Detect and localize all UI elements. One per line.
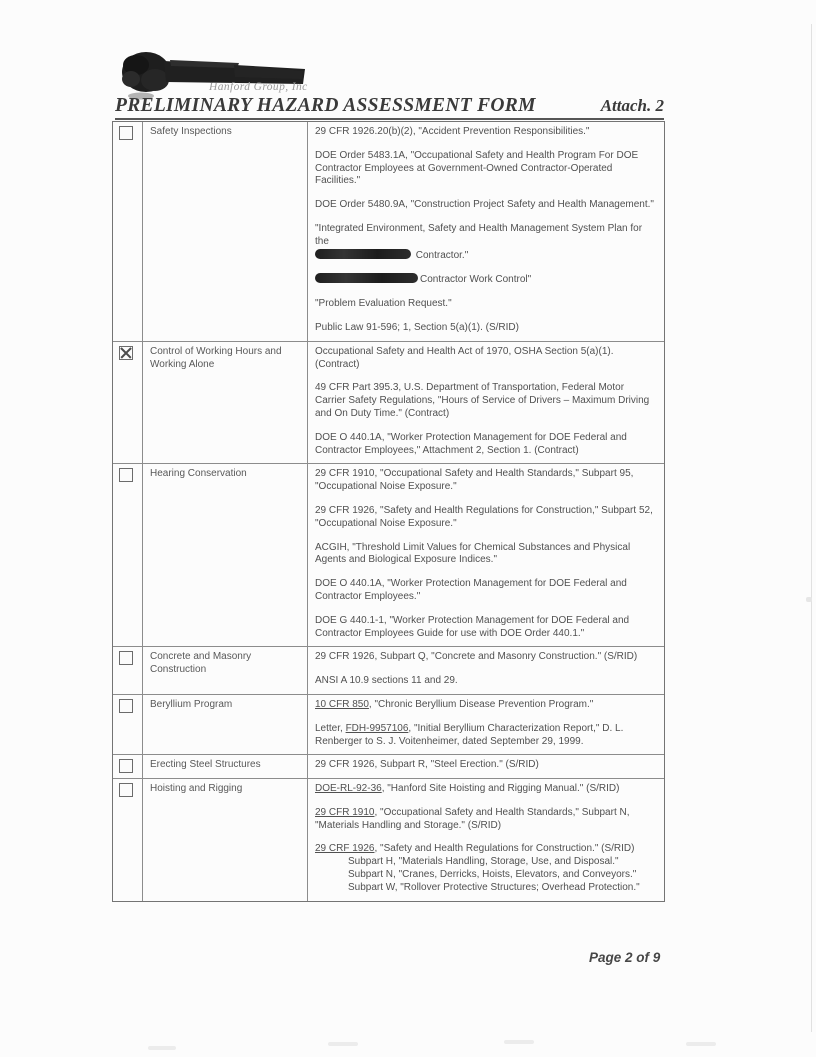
category-label: Hoisting and Rigging	[150, 783, 243, 795]
citation: 29 CFR 1910, "Occupational Safety and Health Standards," Subpart N, "Materials Handling and Storage." (S/RID)	[315, 806, 630, 831]
citation: DOE Order 5483.1A, "Occupational Safety and Health Program For DOE Contractor Employees at Government-Owned Contractor-Operated Facilities."	[315, 149, 639, 187]
citations-cell	[308, 755, 664, 778]
category-cell	[143, 122, 308, 341]
page-title: PRELIMINARY HAZARD ASSESSMENT FORM	[115, 95, 536, 116]
scan-mark	[806, 597, 812, 602]
table-row	[113, 695, 664, 755]
scan-smudge	[148, 1046, 176, 1050]
checkbox-unchecked[interactable]	[119, 468, 133, 482]
checkbox-unchecked[interactable]	[119, 699, 133, 713]
citations-cell	[308, 464, 664, 646]
attachment-label: Attach. 2	[600, 96, 664, 115]
table-row	[113, 464, 664, 647]
citation: Letter, FDH-9957106, "Initial Beryllium Characterization Report," D. L. Renberger to S. J. Voitenheimer, dated September 29, 1999.	[315, 722, 624, 747]
checkbox-cell	[113, 122, 143, 341]
citation: DOE O 440.1A, "Worker Protection Management for DOE Federal and Contractor Employees," Attachment 2, Section 1. (Contract)	[315, 431, 627, 456]
category-label: Beryllium Program	[150, 698, 233, 710]
category-cell	[143, 464, 308, 646]
checkbox-checked[interactable]	[119, 346, 133, 360]
checkbox-unchecked[interactable]	[119, 783, 133, 797]
citation: 29 CFR 1910, "Occupational Safety and Health Standards," Subpart 95, "Occupational Noise Exposure."	[315, 468, 634, 493]
scan-edge-artifact	[811, 24, 812, 1032]
category-cell	[143, 647, 308, 694]
table-row	[113, 647, 664, 695]
category-cell	[143, 755, 308, 778]
citations-cell	[308, 647, 664, 694]
category-label: Concrete and Masonry Construction	[150, 651, 252, 676]
page-number: Page 2 of 9	[589, 950, 661, 965]
citation: 29 CFR 1926, Subpart R, "Steel Erection." (S/RID)	[315, 759, 539, 771]
category-cell	[143, 342, 308, 464]
citation: Public Law 91-596; 1, Section 5(a)(1). (S/RID)	[315, 321, 519, 333]
category-label: Safety Inspections	[150, 126, 232, 137]
table-row	[113, 755, 664, 779]
citation: 29 CFR 1926.20(b)(2), "Accident Prevention Responsibilities."	[315, 126, 590, 137]
table-row	[113, 342, 664, 465]
redaction-scribble-icon	[114, 46, 319, 102]
citation: 10 CFR 850, "Chronic Beryllium Disease Prevention Program."	[315, 698, 594, 710]
citation: DOE O 440.1A, "Worker Protection Management for DOE Federal and Contractor Employees."	[315, 578, 627, 602]
citation: DOE Order 5480.9A, "Construction Project Safety and Health Management."	[315, 199, 654, 211]
checkbox-cell	[113, 647, 143, 694]
citation: ANSI A 10.9 sections 11 and 29.	[315, 675, 458, 687]
redacted-logo	[114, 46, 319, 102]
assessment-table	[112, 121, 665, 902]
redaction-mark	[315, 249, 411, 259]
redaction-mark	[315, 273, 418, 283]
category-cell	[143, 779, 308, 901]
scan-smudge	[504, 1040, 534, 1044]
checkbox-cell	[113, 779, 143, 901]
citation: 29 CFR 1926, Subpart Q, "Concrete and Masonry Construction." (S/RID)	[315, 651, 638, 663]
category-label: Control of Working Hours and Working Alone	[150, 345, 282, 370]
table-row	[113, 122, 664, 342]
citations-cell	[308, 779, 664, 901]
checkbox-unchecked[interactable]	[119, 651, 133, 665]
checkbox-unchecked[interactable]	[119, 126, 133, 140]
scan-smudge	[686, 1042, 716, 1046]
citation: 29 CRF 1926, "Safety and Health Regulations for Construction." (S/RID) Subpart H, "Materials Handling, Storage, Use, and Disposal." Subpart N, "Cranes, Derricks, Hoists, Elevators, and Conveyors." Subpart W, "Rollover Protective Structures; Overhead Protection."	[315, 843, 640, 893]
checkbox-unchecked[interactable]	[119, 759, 133, 773]
table-row	[113, 779, 664, 901]
checkbox-cell	[113, 464, 143, 646]
category-label: Hearing Conservation	[150, 468, 247, 480]
citation: ACGIH, "Threshold Limit Values for Chemical Substances and Physical Agents and Biological Exposure Indices."	[315, 541, 631, 566]
checkbox-cell	[113, 695, 143, 754]
category-label: Erecting Steel Structures	[150, 759, 261, 771]
citation: Occupational Safety and Health Act of 1970, OSHA Section 5(a)(1). (Contract)	[315, 345, 614, 370]
citation: "Integrated Environment, Safety and Health Management System Plan for the Contractor."	[315, 222, 643, 261]
citation: DOE G 440.1-1, "Worker Protection Management for DOE Federal and Contractor Employees Guide for use with DOE Order 440.1."	[315, 614, 630, 639]
citation: Contractor Work Control"	[315, 273, 656, 287]
citations-cell	[308, 122, 664, 341]
citation: 29 CFR 1926, "Safety and Health Regulations for Construction," Subpart 52, "Occupational Noise Exposure."	[315, 504, 653, 529]
citation: 49 CFR Part 395.3, U.S. Department of Transportation, Federal Motor Carrier Safety Regulations, "Hours of Service of Drivers – Maximum Driving and On Duty Time." (Contract)	[315, 382, 650, 419]
category-cell	[143, 695, 308, 754]
checkbox-cell	[113, 342, 143, 464]
company-name: Hanford Group, Inc	[209, 81, 308, 93]
form-header	[115, 95, 664, 120]
citations-cell	[308, 342, 664, 464]
citation: DOE-RL-92-36, "Hanford Site Hoisting and Rigging Manual." (S/RID)	[315, 783, 620, 795]
checkbox-cell	[113, 755, 143, 778]
citations-cell	[308, 695, 664, 754]
citation: "Problem Evaluation Request."	[315, 298, 452, 310]
scan-smudge	[328, 1042, 358, 1046]
